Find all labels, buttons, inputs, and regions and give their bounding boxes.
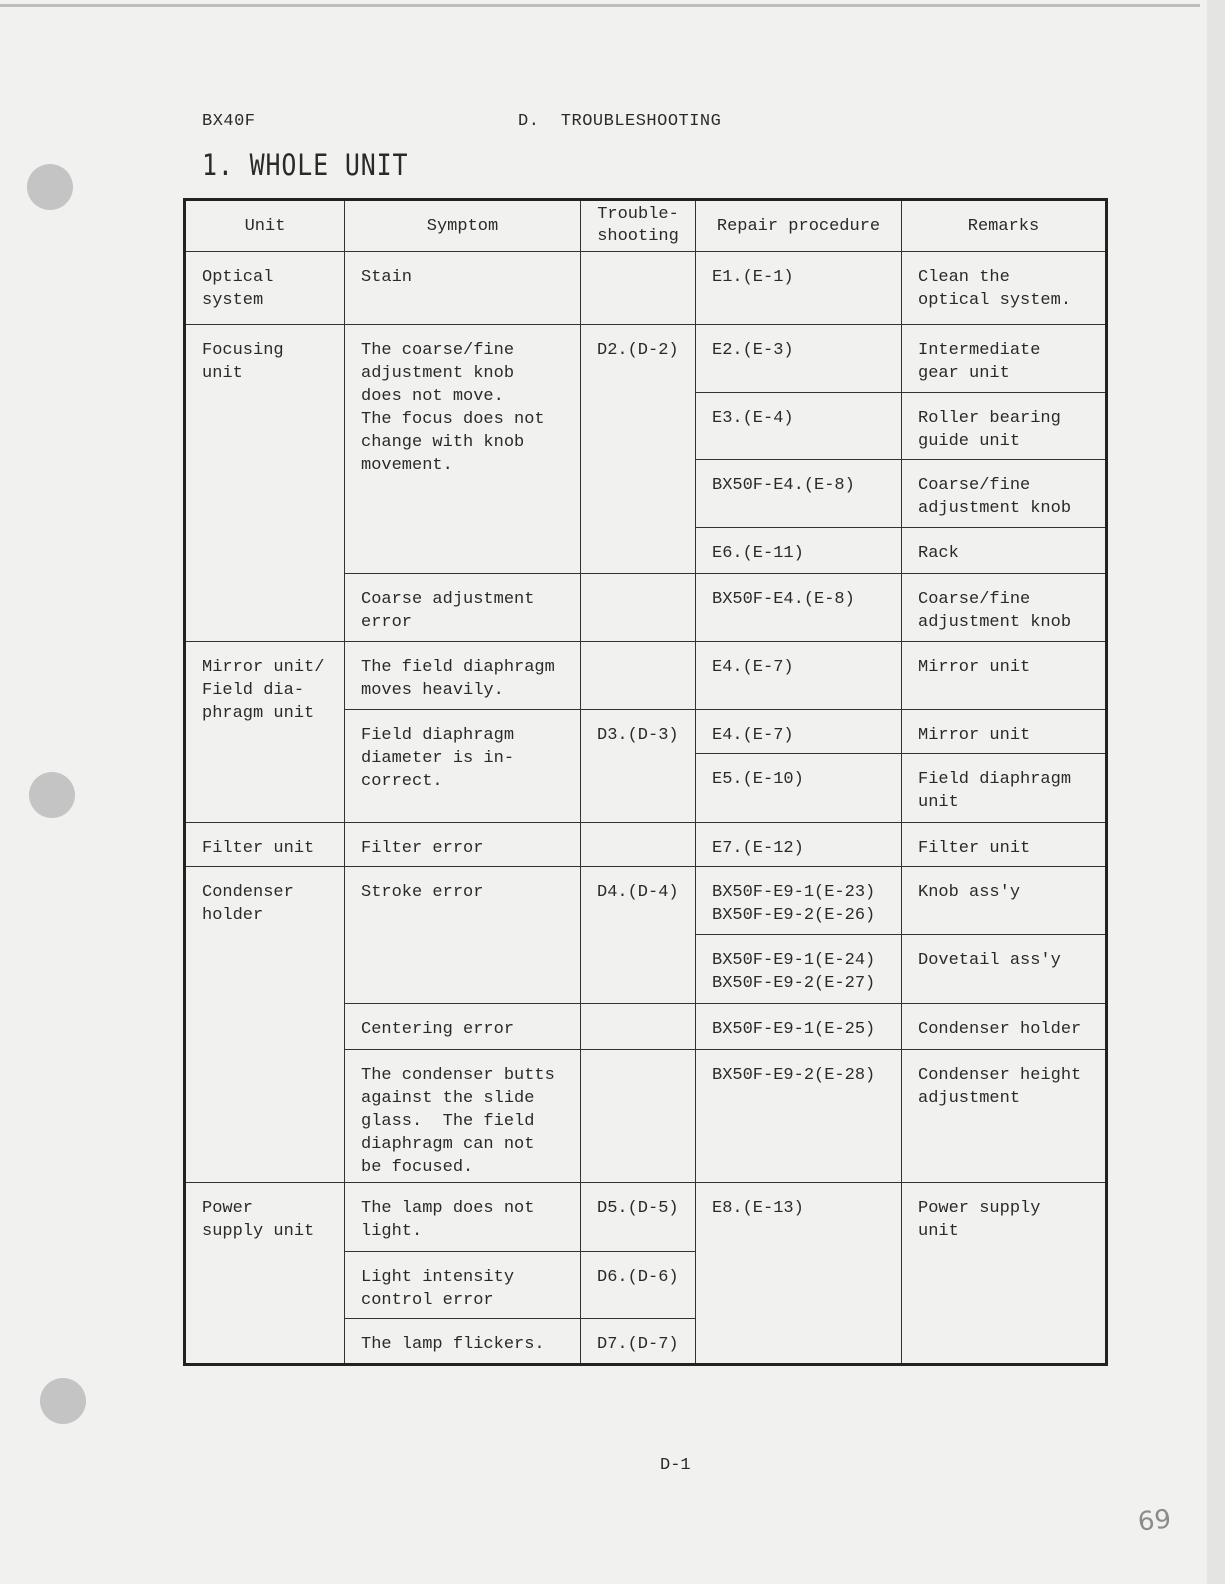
repair-cell: E5.(E-10) bbox=[696, 754, 902, 823]
remarks-cell: Clean the optical system. bbox=[902, 252, 1107, 325]
symptom-cell: Stain bbox=[345, 252, 581, 325]
symptom-cell: The coarse/fine adjustment knob does not move. The focus does not change with knob movement. bbox=[345, 325, 581, 574]
troubleshooting-cell bbox=[581, 823, 696, 867]
unit-cell: Focusing unit bbox=[185, 325, 345, 642]
troubleshooting-cell: D3.(D-3) bbox=[581, 710, 696, 823]
model-header: BX40F bbox=[202, 112, 256, 131]
col-symptom: Symptom bbox=[345, 200, 581, 252]
repair-cell: E1.(E-1) bbox=[696, 252, 902, 325]
table-row bbox=[185, 252, 1107, 325]
troubleshooting-cell bbox=[581, 1004, 696, 1050]
remarks-cell: Knob ass'y bbox=[902, 867, 1107, 935]
symptom-cell: The lamp does not light. bbox=[345, 1183, 581, 1252]
remarks-cell: Field diaphragm unit bbox=[902, 754, 1107, 823]
col-repair-procedure: Repair procedure bbox=[696, 200, 902, 252]
repair-cell: BX50F-E9-1(E-25) bbox=[696, 1004, 902, 1050]
repair-cell: BX50F-E9-1(E-24) BX50F-E9-2(E-27) bbox=[696, 935, 902, 1004]
symptom-cell: Filter error bbox=[345, 823, 581, 867]
repair-cell: E7.(E-12) bbox=[696, 823, 902, 867]
repair-cell: E4.(E-7) bbox=[696, 642, 902, 710]
repair-cell: BX50F-E9-1(E-23) BX50F-E9-2(E-26) bbox=[696, 867, 902, 935]
table-row bbox=[185, 867, 1107, 935]
repair-cell: E3.(E-4) bbox=[696, 393, 902, 460]
troubleshooting-cell bbox=[581, 574, 696, 642]
troubleshooting-cell: D7.(D-7) bbox=[581, 1319, 696, 1365]
repair-cell: E4.(E-7) bbox=[696, 710, 902, 754]
table-row bbox=[185, 1183, 1107, 1252]
col-unit: Unit bbox=[185, 200, 345, 252]
repair-cell: E6.(E-11) bbox=[696, 528, 902, 574]
troubleshooting-cell: D5.(D-5) bbox=[581, 1183, 696, 1252]
section-header: D. TROUBLESHOOTING bbox=[518, 112, 722, 131]
unit-cell: Mirror unit/ Field dia- phragm unit bbox=[185, 642, 345, 823]
punch-hole bbox=[40, 1378, 86, 1424]
table-header-row bbox=[185, 200, 1107, 252]
remarks-cell: Coarse/fine adjustment knob bbox=[902, 574, 1107, 642]
remarks-cell: Condenser holder bbox=[902, 1004, 1107, 1050]
remarks-cell: Dovetail ass'y bbox=[902, 935, 1107, 1004]
repair-cell: BX50F-E4.(E-8) bbox=[696, 574, 902, 642]
table-row bbox=[185, 325, 1107, 393]
symptom-cell: Field diaphragm diameter is in- correct. bbox=[345, 710, 581, 823]
unit-cell: Filter unit bbox=[185, 823, 345, 867]
troubleshooting-cell bbox=[581, 252, 696, 325]
table-row bbox=[185, 823, 1107, 867]
page-right-edge bbox=[1207, 0, 1225, 1584]
table-row bbox=[185, 642, 1107, 710]
handwritten-page-number: 69 bbox=[1136, 1504, 1173, 1538]
page-title: 1. WHOLE UNIT bbox=[202, 148, 409, 182]
troubleshooting-cell bbox=[581, 642, 696, 710]
remarks-cell: Roller bearing guide unit bbox=[902, 393, 1107, 460]
col-troubleshooting: Trouble- shooting bbox=[581, 200, 696, 252]
symptom-cell: The lamp flickers. bbox=[345, 1319, 581, 1365]
unit-cell: Condenser holder bbox=[185, 867, 345, 1183]
troubleshooting-cell: D4.(D-4) bbox=[581, 867, 696, 1004]
troubleshooting-cell: D2.(D-2) bbox=[581, 325, 696, 574]
repair-cell: BX50F-E4.(E-8) bbox=[696, 460, 902, 528]
repair-cell: E8.(E-13) bbox=[696, 1183, 902, 1365]
remarks-cell: Condenser height adjustment bbox=[902, 1050, 1107, 1183]
unit-cell: Power supply unit bbox=[185, 1183, 345, 1365]
page-label: D-1 bbox=[660, 1456, 691, 1475]
remarks-cell: Coarse/fine adjustment knob bbox=[902, 460, 1107, 528]
symptom-cell: Light intensity control error bbox=[345, 1252, 581, 1319]
unit-cell: Optical system bbox=[185, 252, 345, 325]
troubleshooting-cell bbox=[581, 1050, 696, 1183]
page-top-edge bbox=[0, 4, 1200, 7]
symptom-cell: Coarse adjustment error bbox=[345, 574, 581, 642]
remarks-cell: Power supply unit bbox=[902, 1183, 1107, 1365]
remarks-cell: Rack bbox=[902, 528, 1107, 574]
punch-hole bbox=[27, 164, 73, 210]
remarks-cell: Mirror unit bbox=[902, 710, 1107, 754]
symptom-cell: The field diaphragm moves heavily. bbox=[345, 642, 581, 710]
symptom-cell: The condenser butts against the slide glass. The field diaphragm can not be focused. bbox=[345, 1050, 581, 1183]
troubleshooting-table bbox=[183, 198, 1108, 1366]
remarks-cell: Intermediate gear unit bbox=[902, 325, 1107, 393]
symptom-cell: Stroke error bbox=[345, 867, 581, 1004]
troubleshooting-cell: D6.(D-6) bbox=[581, 1252, 696, 1319]
col-remarks: Remarks bbox=[902, 200, 1107, 252]
punch-hole bbox=[29, 772, 75, 818]
repair-cell: E2.(E-3) bbox=[696, 325, 902, 393]
remarks-cell: Filter unit bbox=[902, 823, 1107, 867]
repair-cell: BX50F-E9-2(E-28) bbox=[696, 1050, 902, 1183]
symptom-cell: Centering error bbox=[345, 1004, 581, 1050]
remarks-cell: Mirror unit bbox=[902, 642, 1107, 710]
